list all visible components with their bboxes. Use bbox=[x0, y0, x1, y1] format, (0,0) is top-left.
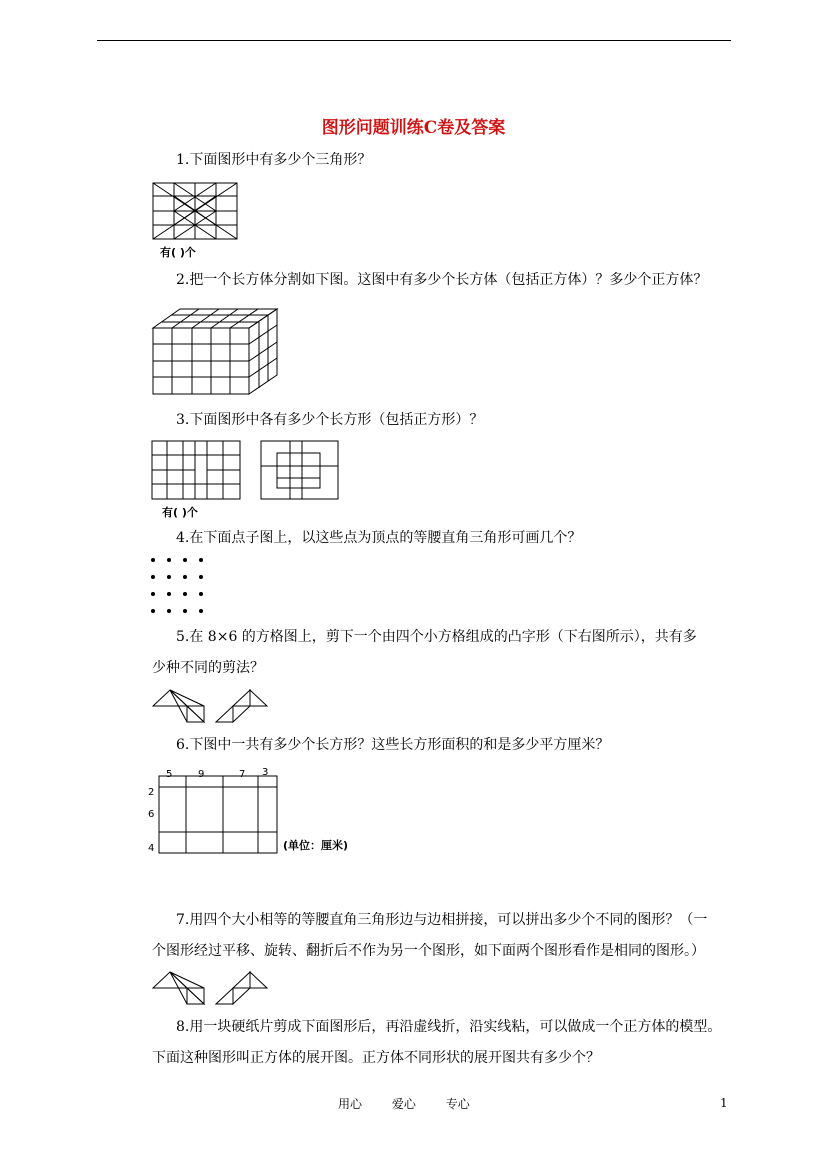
page-title: 图形问题训练C卷及答案 bbox=[321, 118, 506, 138]
question-7-line-1: 7.用四个大小相等的等腰直角三角形边与边相拼接，可以拼出多少个不同的图形？（一 bbox=[176, 912, 708, 928]
header-rule bbox=[97, 40, 731, 41]
footer-item: 用心 bbox=[338, 1097, 363, 1111]
question-2: 2.把一个长方体分割如下图。这图中有多少个长方体（包括正方体）？多少个正方体？ bbox=[176, 272, 708, 288]
page-number: 1 bbox=[720, 1096, 728, 1110]
question-3: 3.下面图形中各有多少个长方形（包括正方形）？ bbox=[176, 412, 484, 428]
q6-rectangle-figure bbox=[158, 775, 280, 855]
question-8-line-1: 8.用一块硬纸片剪成下面图形后，再沿虚线折，沿实线粘，可以做成一个正方体的模型。 bbox=[176, 1019, 722, 1035]
q6-left-label: 6 bbox=[148, 809, 155, 820]
question-5-line-2: 少种不同的剪法？ bbox=[152, 660, 264, 676]
question-5-line-1: 5.在 8×6 的方格图上，剪下一个由四个小方格组成的凸字形（下右图所示），共有多 bbox=[176, 629, 697, 645]
q3-rectangle-grid-figure-left bbox=[151, 440, 243, 502]
question-7-line-2: 个图形经过平移、旋转、翻折后不作为另一个图形，如下面两个图形看作是相同的图形。） bbox=[152, 943, 705, 959]
q3-rectangle-grid-figure-right bbox=[260, 440, 340, 502]
page-footer bbox=[338, 1095, 496, 1112]
q6-top-label: 7 bbox=[239, 769, 246, 780]
footer-item: 专心 bbox=[445, 1097, 470, 1111]
q5-triangle-tiles-figure bbox=[150, 688, 274, 726]
footer-item: 爱心 bbox=[391, 1097, 416, 1111]
q6-top-label: 3 bbox=[262, 767, 269, 778]
question-4: 4.在下面点子图上，以这些点为顶点的等腰直角三角形可画几个？ bbox=[176, 530, 582, 546]
q2-cuboid-figure bbox=[152, 308, 280, 396]
q6-left-label: 4 bbox=[148, 843, 155, 854]
q1-triangle-grid-figure bbox=[152, 182, 240, 244]
q7-triangle-tiles-figure bbox=[150, 970, 274, 1008]
q4-dot-grid-figure bbox=[148, 555, 210, 617]
q6-left-label: 2 bbox=[148, 787, 155, 798]
q6-top-label: 5 bbox=[166, 769, 173, 780]
question-1: 1.下面图形中有多少个三角形？ bbox=[176, 152, 372, 168]
q3-answer-blank: 有( )个 bbox=[162, 506, 198, 519]
q6-top-label: 9 bbox=[198, 769, 205, 780]
question-8-line-2: 下面这种图形叫正方体的展开图。正方体不同形状的展开图共有多少个？ bbox=[152, 1050, 600, 1066]
question-6: 6.下图中一共有多少个长方形？这些长方形面积的和是多少平方厘米？ bbox=[176, 737, 610, 753]
q1-answer-blank: 有( )个 bbox=[160, 246, 196, 259]
q6-unit-note: (单位：厘米) bbox=[283, 839, 349, 852]
